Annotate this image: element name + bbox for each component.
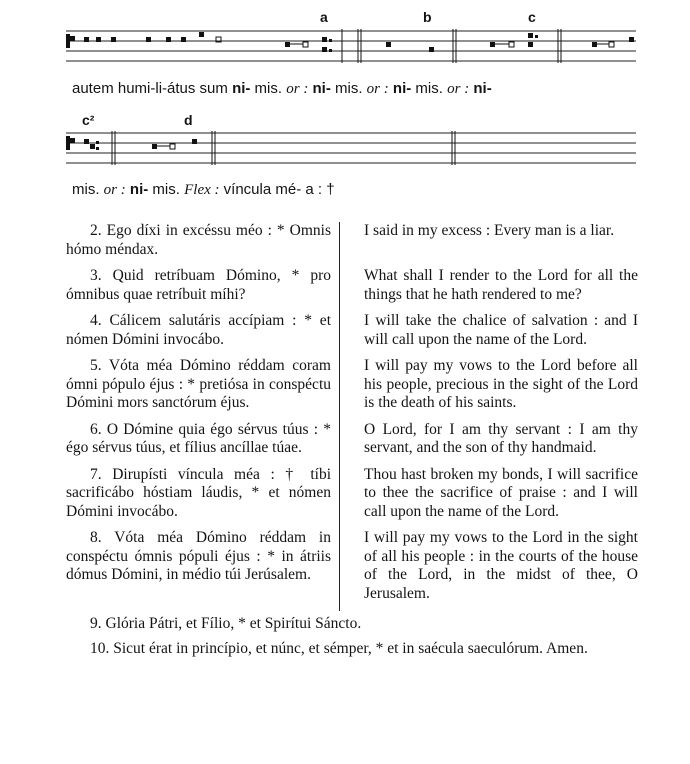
- verse-latin: [66, 312, 340, 357]
- chant-mark-c2: c²: [82, 112, 95, 128]
- verse-latin-text: 2. Ego díxi in excéssu méo : * Omnis hómo méndax.: [66, 222, 331, 258]
- verse-english-text: I will pay my vows to the Lord in the sight of all his people : in the courts of the house of the Lord, in the midst of thee, O Jerusalem.: [364, 529, 638, 602]
- verse-row: [66, 222, 638, 267]
- verse-latin: [66, 267, 340, 312]
- chant-mark-b: b: [423, 9, 432, 25]
- chant-staff-1: [0, 28, 690, 64]
- lyric-bold: ni-: [308, 80, 331, 97]
- psalm-verses: [66, 222, 638, 658]
- verse-english-text: O Lord, for I am thy servant : I am thy servant, and the son of thy handmaid.: [364, 420, 638, 456]
- verse-latin: [66, 357, 340, 421]
- verse-row: [66, 466, 638, 530]
- verse-latin-text: 4. Cálicem salutáris accípiam : * et nómen Dómini invocábo.: [66, 312, 331, 348]
- lyric-text: mis.: [250, 80, 287, 97]
- chant-mark-c: c: [528, 9, 536, 25]
- verse-latin-text: 3. Quid retríbuam Dómino, * pro ómnibus quae retríbuit míhi?: [66, 267, 331, 303]
- chant-mark-d: d: [184, 112, 193, 128]
- verse-latin: [66, 222, 340, 267]
- lyric-text: autem humi-li-átus sum: [72, 80, 233, 97]
- lyric-flex: Flex :: [184, 182, 220, 198]
- lyric-bold: ni-: [469, 80, 492, 97]
- verse-row: [66, 529, 638, 611]
- verse-english-text: I will pay my vows to the Lord before all his people, precious in the sight of the Lord is the death of his saints.: [364, 357, 638, 411]
- chant-staff-2: [0, 130, 690, 166]
- lyric-text: víncula mé- a : †: [219, 181, 335, 198]
- doxology-line: 10. Sicut érat in princípio, et núnc, et sémper, * et in saécula saeculórum. Amen.: [90, 639, 588, 657]
- verse-latin: [66, 466, 340, 530]
- lyric-or: or :: [366, 81, 389, 97]
- lyric-bold: ni-: [388, 80, 412, 97]
- lyric-bold: ni-: [125, 181, 149, 198]
- verse-english: [340, 222, 638, 267]
- lyric-text: mis.: [72, 181, 104, 198]
- verse-english-text: I said in my excess : Every man is a liar.: [364, 222, 615, 239]
- verse-english: [340, 421, 638, 466]
- verse-latin-text: 6. O Dómine quia égo sérvus túus : * égo sérvus túus, et fílius ancíllae túae.: [66, 420, 331, 456]
- lyric-or: or :: [103, 182, 126, 198]
- verse-row: [66, 357, 638, 421]
- chant-lyric-1: [72, 80, 492, 98]
- verse-latin: [66, 421, 340, 466]
- verse-english: [340, 267, 638, 312]
- verse-latin-text: 8. Vóta méa Dómino réddam in conspéctu ómnis pópuli éjus : * in átriis dómus Dómini, in médio túi Jerúsalem.: [66, 529, 331, 583]
- verse-english-text: Thou hast broken my bonds, I will sacrifice to thee the sacrifice of praise : and I will call upon the name of the Lord.: [364, 465, 638, 520]
- verse-english: [340, 529, 638, 611]
- lyric-bold: ni-: [232, 80, 251, 97]
- lyric-or: or :: [447, 81, 470, 97]
- lyric-or: or :: [286, 81, 309, 97]
- verse-row: [66, 421, 638, 466]
- verse-english: [340, 357, 638, 421]
- verse-english-text: What shall I render to the Lord for all the things that he hath rendered to me?: [364, 267, 638, 303]
- verse-english-text: I will take the chalice of salvation : and I will call upon the name of the Lord.: [364, 312, 638, 348]
- verse-row: [66, 267, 638, 312]
- chant-mark-a: a: [320, 9, 328, 25]
- verse-latin: [66, 529, 340, 611]
- verse-row: [66, 312, 638, 357]
- verse-english: [340, 466, 638, 530]
- doxology-line: 9. Glória Pátri, et Fílio, * et Spirítui Sáncto.: [90, 615, 362, 632]
- lyric-text: mis.: [148, 181, 185, 198]
- verse-latin-text: 7. Dirupísti víncula méa : † tíbi sacrificábo hóstiam láudis, * et nómen Dómini invocábo.: [66, 465, 331, 520]
- verse-latin-text: 5. Vóta méa Dómino réddam coram ómni pópulo éjus : * pretiósa in conspéctu Dómini mors sanctórum éjus.: [66, 357, 331, 411]
- chant-lyric-2: [72, 181, 335, 199]
- lyric-text: mis.: [411, 80, 448, 97]
- verse-english: [340, 312, 638, 357]
- lyric-text: mis.: [330, 80, 367, 97]
